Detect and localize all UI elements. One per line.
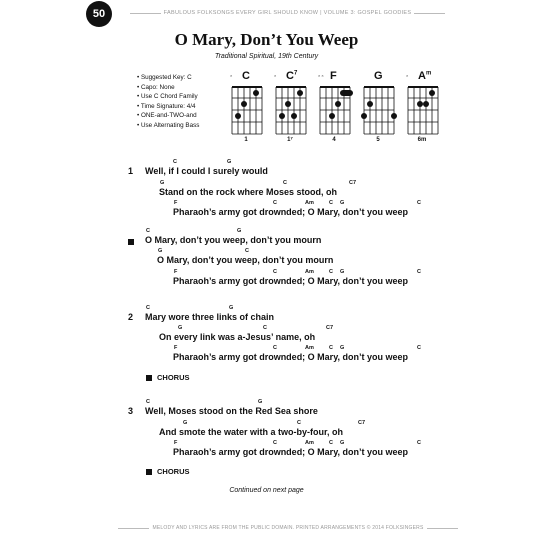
chord-symbol: G	[340, 440, 345, 446]
string-marks: ××	[318, 73, 325, 78]
fretboard-grid	[226, 86, 266, 136]
page-number	[86, 1, 112, 27]
chord-diagram-f	[314, 70, 354, 146]
chord-symbol: C	[417, 440, 421, 446]
chord-symbol: G	[183, 420, 188, 426]
page-number-text: 50	[92, 8, 106, 20]
chord-symbol: G	[340, 345, 345, 351]
chord-symbol: G	[227, 159, 232, 165]
chorus-reference: CHORUS	[157, 467, 190, 476]
chord-symbol: Am	[305, 345, 314, 351]
chord-number: 5	[376, 137, 380, 143]
chord-name: $A^m$	[418, 70, 432, 82]
chord-symbol: Am	[305, 440, 314, 446]
chord-symbol: C	[273, 200, 277, 206]
chord-symbol: C7	[349, 180, 357, 186]
chord-name: G	[374, 70, 383, 82]
chord-symbol: C	[273, 269, 277, 275]
lyric-line: Well, if I could I surely would	[145, 166, 268, 176]
chord-symbol: G	[229, 305, 234, 311]
footer-text: MELODY AND LYRICS ARE FROM THE PUBLIC DOMAIN. PRINTED ARRANGEMENTS © 2014 FOLKSINGERS	[152, 525, 424, 531]
verse-number: 1	[128, 166, 134, 176]
chord-symbol: Am	[305, 269, 314, 275]
continued-note: Continued on next page	[229, 487, 304, 494]
chord-symbol: F	[174, 269, 178, 275]
fretboard-grid	[402, 86, 442, 136]
info-item: • Capo: None	[137, 83, 199, 93]
fretboard-grid	[314, 86, 354, 136]
chord-symbol: C	[329, 269, 333, 275]
chord-symbol: C7	[358, 420, 366, 426]
lyric-line: Pharaoh’s army got drownded; O Mary, don’t you weep	[173, 207, 409, 217]
chord-symbol: C	[297, 420, 301, 426]
fretboard-grid	[358, 86, 398, 136]
chorus-marker-icon	[146, 469, 152, 475]
chord-symbol: C	[283, 180, 287, 186]
lyric-line: Well, Moses stood on the Red Sea shore	[145, 406, 318, 416]
info-item: • Use Alternating Bass	[137, 121, 199, 131]
chord-number: 4	[332, 137, 336, 143]
chorus-reference: CHORUS	[157, 373, 190, 382]
chord-symbol: C7	[326, 325, 334, 331]
chord-symbol: C	[329, 345, 333, 351]
chord-symbol: G	[340, 200, 345, 206]
chord-number: 6m	[417, 137, 427, 143]
verse-number: 3	[128, 406, 134, 416]
lyric-line: Pharaoh’s army got drownded; O Mary, don’t you weep	[173, 276, 409, 286]
chord-symbol: C	[417, 269, 421, 275]
chord-symbol: C	[417, 200, 421, 206]
chord-diagram-g	[358, 70, 398, 146]
string-marks: ×	[406, 73, 410, 78]
string-marks: ×	[274, 73, 278, 78]
chord-diagram-am	[402, 70, 442, 146]
chord-symbol: C	[273, 440, 277, 446]
chord-symbol: C	[146, 305, 150, 311]
running-head-text: FABULOUS FOLKSONGS EVERY GIRL SHOULD KNOW | VOLUME 3: GOSPEL GOODIES	[163, 10, 412, 16]
chord-number: 1	[244, 137, 248, 143]
chord-symbol: G	[158, 248, 163, 254]
lyric-line: And smote the water with a two-by-four, oh	[159, 427, 344, 437]
song-title: O Mary, Don’t You Weep	[174, 30, 359, 49]
chord-name: C	[242, 70, 250, 82]
chorus-marker-icon	[146, 375, 152, 381]
chord-symbol: C	[245, 248, 249, 254]
lyric-line: O Mary, don’t you weep, don’t you mourn	[145, 235, 322, 245]
lyric-line: Mary wore three links of chain	[145, 312, 275, 322]
chord-symbol: G	[237, 228, 242, 234]
lyric-line: Stand on the rock where Moses stood, oh	[159, 187, 338, 197]
chord-symbol: C	[146, 399, 150, 405]
song-subtitle: Traditional Spiritual, 19th Century	[214, 53, 319, 60]
lyric-line: Pharaoh’s army got drownded; O Mary, don’t you weep	[173, 352, 409, 362]
chord-symbol: C	[329, 440, 333, 446]
song-info-list	[137, 73, 199, 131]
info-item: • Suggested Key: C	[137, 73, 199, 83]
chord-symbol: G	[258, 399, 263, 405]
info-item: • ONE-and-TWO-and	[137, 111, 199, 121]
chord-name: $C^7$	[286, 70, 298, 82]
chord-symbol: G	[160, 180, 165, 186]
chord-symbol: F	[174, 345, 178, 351]
chord-symbol: C	[329, 200, 333, 206]
chord-symbol: C	[263, 325, 267, 331]
fretboard-grid	[270, 86, 310, 136]
chord-name: F	[330, 70, 337, 82]
lyric-line: Pharaoh’s army got drownded; O Mary, don’t you weep	[173, 447, 409, 457]
chord-diagram-c7	[270, 70, 310, 146]
running-head-rule	[130, 13, 161, 14]
lyric-line: O Mary, don’t you weep, don’t you mourn	[157, 255, 334, 265]
verse-number: 2	[128, 312, 134, 322]
page-footer	[118, 525, 458, 531]
chord-symbol: C	[417, 345, 421, 351]
chord-symbol: G	[340, 269, 345, 275]
chord-symbol: C	[273, 345, 277, 351]
chord-number: 1⁷	[287, 137, 293, 143]
chord-diagram-c	[226, 70, 266, 146]
running-head	[130, 8, 445, 18]
chord-symbol: C	[173, 159, 177, 165]
string-marks: ×	[230, 73, 234, 78]
info-item: • Use C Chord Family	[137, 92, 199, 102]
lyric-line: On every link was a-Jesus’ name, oh	[159, 332, 316, 342]
footer-rule	[118, 528, 149, 529]
info-item: • Time Signature: 4/4	[137, 102, 199, 112]
chord-symbol: F	[174, 440, 178, 446]
chord-symbol: G	[178, 325, 183, 331]
running-head-rule	[414, 13, 445, 14]
chord-symbol: F	[174, 200, 178, 206]
chord-symbol: Am	[305, 200, 314, 206]
chorus-marker-icon	[128, 239, 134, 245]
chord-symbol: C	[146, 228, 150, 234]
footer-rule	[427, 528, 458, 529]
